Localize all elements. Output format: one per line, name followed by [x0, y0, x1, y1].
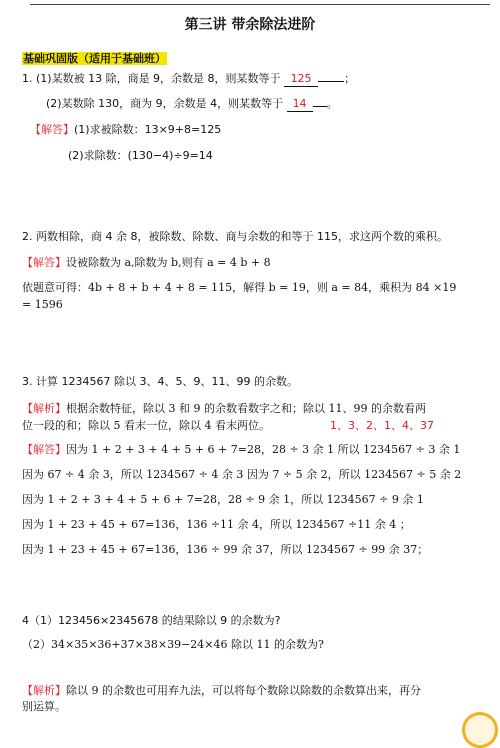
q4-analysis-line1 — [22, 684, 421, 698]
q1-line1 — [22, 72, 355, 87]
q4-analysis-line2: 别运算。 — [22, 700, 66, 713]
corner-logo-icon — [462, 712, 498, 748]
q1-answer-text1: (1)求被除数：13×9+8=125 — [74, 123, 222, 136]
q3-analysis-line2: 位一段的和；除以 5 看末一位，除以 4 看末两位。 — [22, 419, 270, 432]
q1-answer-tag: 【解答】 — [30, 123, 74, 136]
q2-answer-tag: 【解答】 — [22, 256, 66, 269]
q3-answer-line1 — [22, 443, 460, 457]
q1-blank-extension — [318, 81, 344, 82]
q4-analysis-tag: 【解析】 — [22, 684, 66, 697]
q1-line1-end: ； — [344, 72, 356, 85]
q2-question: 2. 两数相除，商 4 余 8，被除数、除数、商与余数的和等于 115，求这两个数的乘积。 — [22, 230, 448, 243]
q2-answer-text1: 设被除数为 a,除数为 b,则有 a = 4 b + 8 — [66, 256, 271, 269]
q1-line1-text: 1. (1)某数被 13 除，商是 9，余数是 8，则某数等于 — [22, 72, 285, 85]
q3-answer-text1: 因为 1 + 2 + 3 + 4 + 5 + 6 + 7=28，28 ÷ 3 余 1 所以 1234567 ÷ 3 余 1 — [66, 443, 461, 456]
q1-answer-line2: (2)求除数：(130−4)÷9=14 — [68, 149, 213, 162]
q1-answer-1: 125 — [284, 72, 318, 87]
q4-line2: （2）34×35×36+37×38×39−24×46 除以 11 的余数为? — [22, 638, 324, 651]
page-title: 第三讲 带余除法进阶 — [184, 17, 316, 33]
q3-answer-tag: 【解答】 — [22, 443, 66, 456]
header-rule — [30, 4, 490, 5]
q1-line2-end: 。 — [326, 97, 338, 110]
q3-question: 3. 计算 1234567 除以 3、4、5、9、11、99 的余数。 — [22, 375, 298, 388]
q3-remainders: 1、3、2、1、4、37 — [330, 419, 434, 432]
q1-line2 — [46, 97, 338, 112]
q3-analysis-text1: 根据余数特征，除以 3 和 9 的余数看数字之和；除以 11、99 的余数看两 — [66, 402, 426, 415]
section-label-text: 基础巩固版（适用于基础班） — [23, 52, 166, 65]
q3-answer-line4: 因为 1 + 23 + 45 + 67=136，136 ÷11 余 4，所以 1234567 ÷11 余 4 ； — [22, 518, 411, 531]
q2-answer-line1 — [22, 256, 271, 270]
q2-answer-line3: = 1596 — [22, 298, 63, 311]
q2-answer-line2: 依题意可得：4b + 8 + b + 4 + 8 = 115，解得 b = 19，则 a = 84，乘积为 84 ×19 — [22, 281, 457, 294]
q4-analysis-text1: 除以 9 的余数也可用弃九法，可以将每个数除以除数的余数算出来，再分 — [66, 684, 421, 697]
q3-answer-line5: 因为 1 + 23 + 45 + 67=136，136 ÷ 99 余 37，所以 1234567 ÷ 99 余 37； — [22, 543, 429, 556]
q3-answer-line3: 因为 1 + 2 + 3 + 4 + 5 + 6 + 7=28，28 ÷ 9 余 1，所以 1234567 ÷ 9 余 1 — [22, 493, 424, 506]
q3-analysis-tag: 【解析】 — [22, 402, 66, 415]
q1-blank-extension-2 — [313, 106, 327, 107]
q3-analysis-line1 — [22, 402, 426, 416]
q3-answer-line2: 因为 67 ÷ 4 余 3，所以 1234567 ÷ 4 余 3 因为 7 ÷ 5 余 2，所以 1234567 ÷ 5 余 2 — [22, 468, 462, 481]
q1-line2-text: (2)某数除 130，商为 9，余数是 4，则某数等于 — [46, 97, 287, 110]
q4-line1: 4（1）123456×2345678 的结果除以 9 的余数为? — [22, 614, 281, 627]
q1-answer-line1 — [30, 123, 221, 137]
section-label — [22, 50, 167, 66]
q1-answer-2: 14 — [287, 97, 313, 112]
